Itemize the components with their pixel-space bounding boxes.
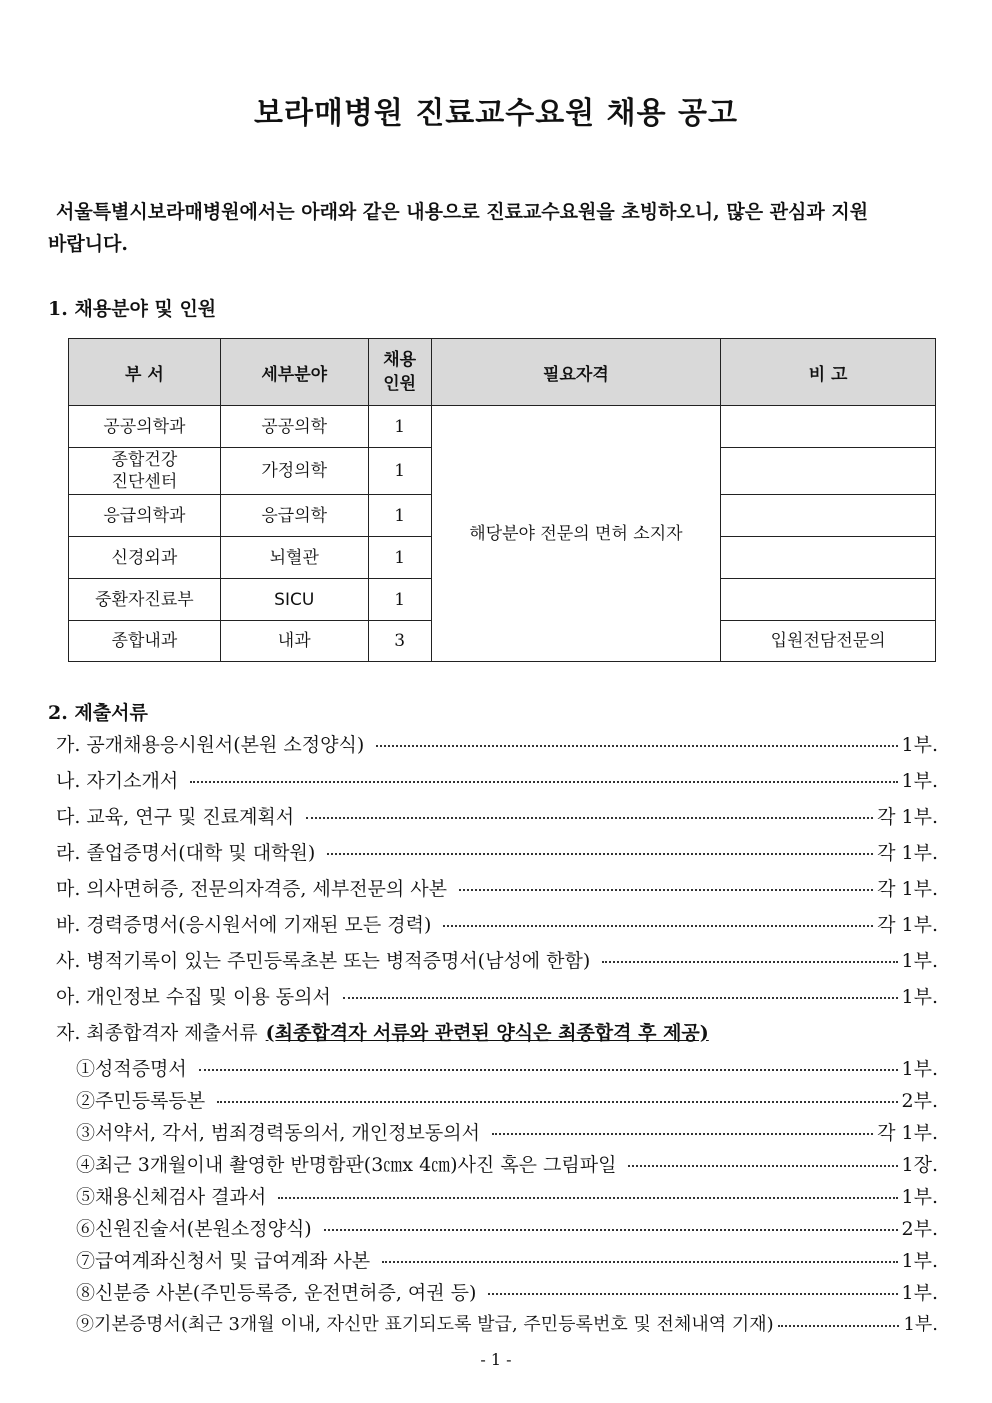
- leader-dots: [217, 1101, 897, 1103]
- list-item: [56, 728, 938, 758]
- item-count: 1장.: [901, 1153, 938, 1176]
- item-count: 각 1부.: [877, 841, 938, 864]
- leader-dots: [327, 853, 873, 855]
- leader-dots: [778, 1325, 900, 1327]
- list-item: [56, 872, 938, 902]
- item-label: ①성적증명서: [76, 1057, 187, 1080]
- item-count: 2부.: [901, 1217, 938, 1240]
- header-count-line-1: 채용: [383, 350, 417, 370]
- list-item: [76, 1180, 938, 1210]
- item-count: 각 1부.: [877, 913, 938, 936]
- cell-note: [721, 495, 936, 537]
- item-count: 1부.: [901, 985, 938, 1008]
- leader-dots: [376, 745, 897, 747]
- item-count: 1부.: [901, 949, 938, 972]
- item-count: 1부.: [901, 733, 938, 756]
- cell-field: 응급의학: [220, 495, 368, 537]
- item-count: 각 1부.: [877, 805, 938, 828]
- item-label: 자. 최종합격자 제출서류: [56, 1021, 258, 1044]
- list-item: [76, 1116, 938, 1146]
- cell-note: 입원전담전문의: [721, 621, 936, 662]
- cell-dept: 공공의학과: [69, 406, 221, 448]
- cell-dept-line-1: 종합건강: [111, 450, 178, 470]
- list-item: [76, 1276, 938, 1306]
- item-label: 마. 의사면허증, 전문의자격증, 세부전문의 사본: [56, 877, 448, 900]
- item-label: ⑨기본증명서(최근 3개월 이내, 자신만 표기되도록 발급, 주민등록번호 및 전체내역 기재): [76, 1314, 774, 1335]
- item-count: 1부.: [901, 1281, 938, 1304]
- leader-dots: [343, 997, 898, 999]
- item-count: 1부.: [901, 1249, 938, 1272]
- item-label: ②주민등록등본: [76, 1089, 206, 1112]
- item-count: 1부.: [901, 769, 938, 792]
- page-title: 보라매병원 진료교수요원 채용 공고: [253, 96, 739, 131]
- list-item: [56, 944, 938, 974]
- item-label: 가. 공개채용응시원서(본원 소정양식): [56, 733, 365, 756]
- list-item: [56, 764, 938, 794]
- cell-dept-line-2: 진단센터: [111, 472, 178, 492]
- item-count: 1부.: [903, 1314, 938, 1335]
- cell-field: 가정의학: [220, 448, 368, 495]
- item-label: 바. 경력증명서(응시원서에 기재된 모든 경력): [56, 913, 432, 936]
- item-label: ④최근 3개월이내 촬영한 반명함판(3㎝x 4㎝)사진 혹은 그림파일: [76, 1153, 617, 1176]
- header-dept: 부 서: [69, 339, 221, 406]
- list-item: [56, 908, 938, 938]
- leader-dots: [278, 1197, 897, 1199]
- leader-dots: [459, 889, 873, 891]
- cell-count: 1: [368, 448, 431, 495]
- intro-line-2: 바랍니다.: [48, 233, 129, 255]
- intro-paragraph: [48, 196, 944, 260]
- item-count: 2부.: [901, 1089, 938, 1112]
- list-item: [76, 1308, 938, 1338]
- leader-dots: [492, 1133, 873, 1135]
- list-item: [56, 800, 938, 830]
- page-number: - 1 -: [480, 1350, 512, 1369]
- cell-count: 3: [368, 621, 431, 662]
- cell-count: 1: [368, 495, 431, 537]
- cell-note: [721, 406, 936, 448]
- leader-dots: [306, 817, 873, 819]
- item-label: ③서약서, 각서, 범죄경력동의서, 개인정보동의서: [76, 1121, 480, 1144]
- header-note: 비 고: [721, 339, 936, 406]
- cell-note: [721, 448, 936, 495]
- cell-count: 1: [368, 579, 431, 621]
- item-label: ⑤채용신체검사 결과서: [76, 1185, 267, 1208]
- section-1-heading: 1. 채용분야 및 인원: [48, 298, 217, 320]
- cell-field: SICU: [220, 579, 368, 621]
- cell-note: [721, 579, 936, 621]
- final-docs-item: [56, 1016, 938, 1046]
- item-label: 나. 자기소개서: [56, 769, 179, 792]
- item-label: ⑥신원진술서(본원소정양식): [76, 1217, 312, 1240]
- cell-qualification: 해당분야 전문의 면허 소지자: [431, 406, 721, 662]
- leader-dots: [602, 961, 897, 963]
- header-field: 세부분야: [220, 339, 368, 406]
- item-label: 사. 병적기록이 있는 주민등록초본 또는 병적증명서(남성에 한함): [56, 949, 591, 972]
- cell-count: 1: [368, 537, 431, 579]
- item-label: 라. 졸업증명서(대학 및 대학원): [56, 841, 316, 864]
- leader-dots: [443, 925, 873, 927]
- list-item: [76, 1084, 938, 1114]
- table-row: [69, 406, 936, 448]
- cell-dept: 신경외과: [69, 537, 221, 579]
- cell-dept: 중환자진료부: [69, 579, 221, 621]
- leader-dots: [324, 1229, 898, 1231]
- header-count: [368, 339, 431, 406]
- cell-field: 공공의학: [220, 406, 368, 448]
- header-count-line-2: 인원: [383, 374, 417, 394]
- item-count: 각 1부.: [877, 1121, 938, 1144]
- leader-dots: [382, 1261, 897, 1263]
- leader-dots: [190, 781, 897, 783]
- leader-dots: [199, 1069, 898, 1071]
- cell-dept: 응급의학과: [69, 495, 221, 537]
- intro-line-1: 서울특별시보라매병원에서는 아래와 같은 내용으로 진료교수요원을 초빙하오니, 많은 관심과 지원: [56, 201, 869, 223]
- list-item: [76, 1052, 938, 1082]
- cell-dept: [69, 448, 221, 495]
- item-label: ⑦급여계좌신청서 및 급여계좌 사본: [76, 1249, 371, 1272]
- item-label: ⑧신분증 사본(주민등록증, 운전면허증, 여권 등): [76, 1281, 477, 1304]
- cell-count: 1: [368, 406, 431, 448]
- leader-dots: [628, 1165, 897, 1167]
- list-item: [56, 836, 938, 866]
- cell-note: [721, 537, 936, 579]
- list-item: [76, 1148, 938, 1178]
- recruitment-table: [68, 338, 936, 662]
- list-item: [76, 1212, 938, 1242]
- item-count: 1부.: [901, 1057, 938, 1080]
- cell-field: 내과: [220, 621, 368, 662]
- item-label: 다. 교육, 연구 및 진료계획서: [56, 805, 295, 828]
- cell-field: 뇌혈관: [220, 537, 368, 579]
- list-item: [76, 1244, 938, 1274]
- item-count: 각 1부.: [877, 877, 938, 900]
- item-count: 1부.: [901, 1185, 938, 1208]
- cell-dept: 종합내과: [69, 621, 221, 662]
- item-label: 아. 개인정보 수집 및 이용 동의서: [56, 985, 331, 1008]
- list-item: [56, 980, 938, 1010]
- final-docs-note: (최종합격자 서류와 관련된 양식은 최종합격 후 제공): [265, 1021, 709, 1044]
- table-header-row: [69, 339, 936, 406]
- leader-dots: [488, 1293, 897, 1295]
- header-qualification: 필요자격: [431, 339, 721, 406]
- section-2-heading: 2. 제출서류: [48, 702, 148, 724]
